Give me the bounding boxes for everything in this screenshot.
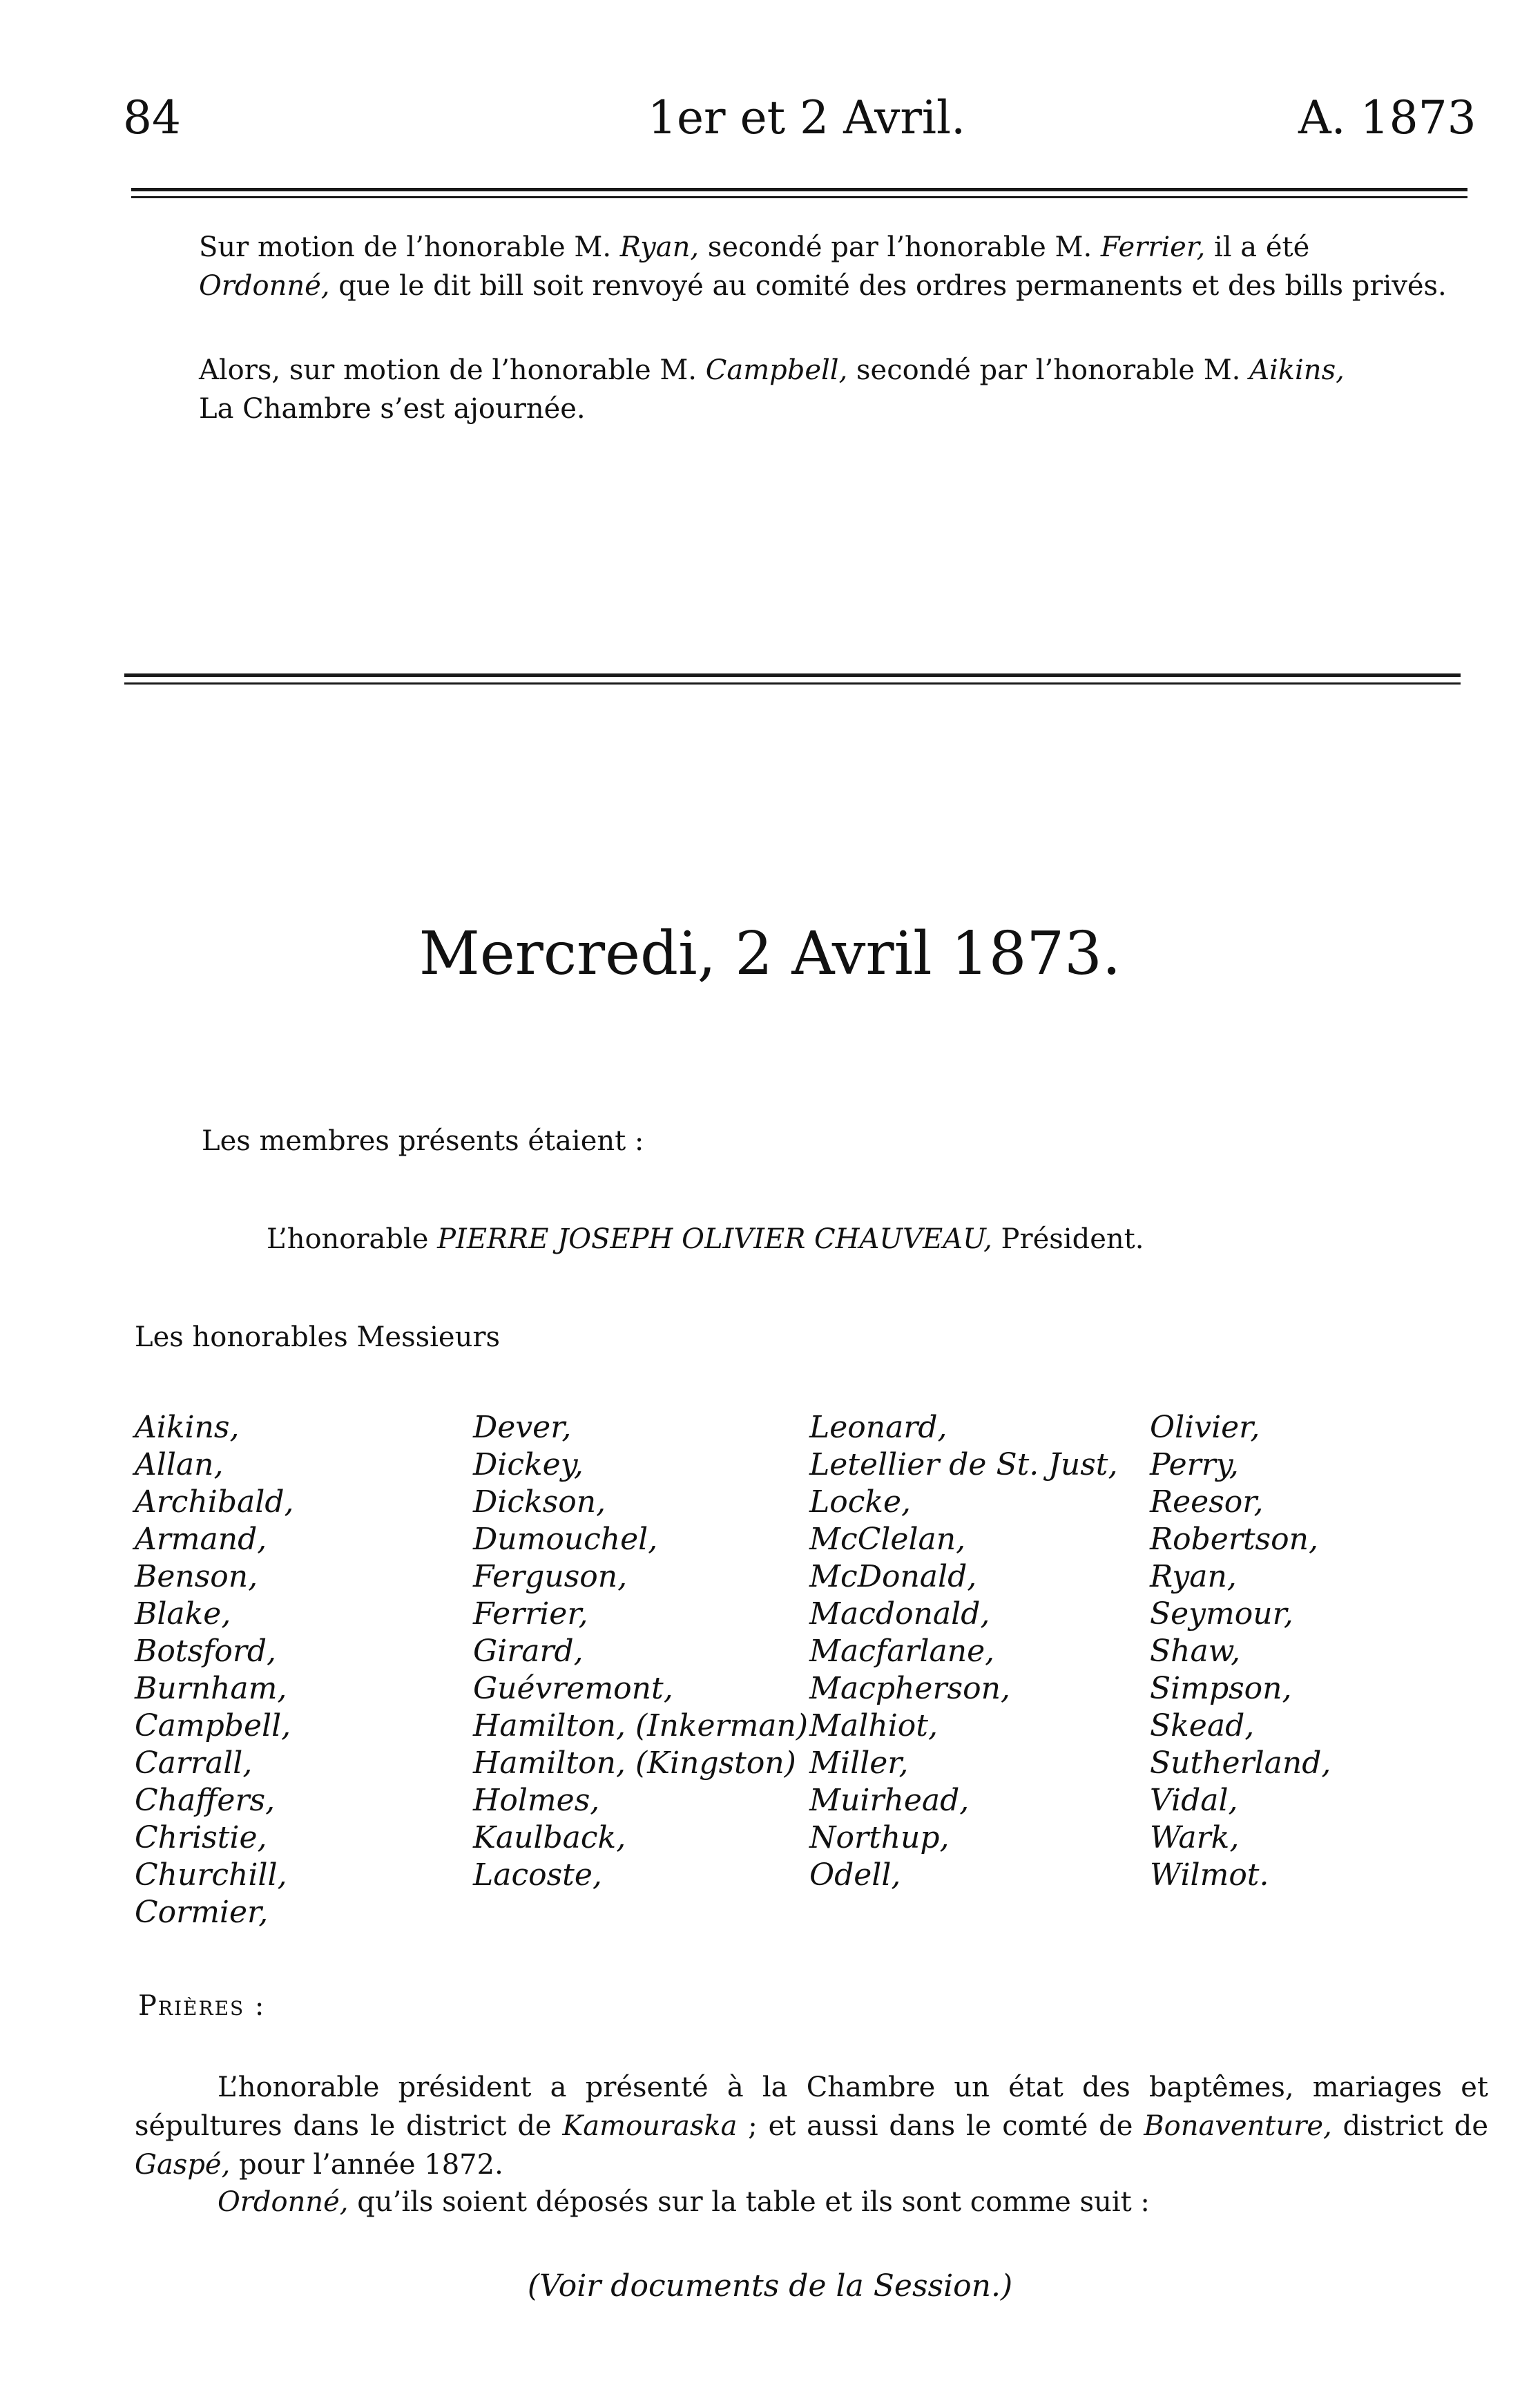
text-segment: secondé par l’honorable M. (699, 231, 1101, 263)
member-name: McClelan, (809, 1522, 966, 1557)
header-year: A. 1873 (1298, 91, 1476, 144)
member-name: Malhiot, (809, 1708, 938, 1743)
member-name: Burnham, (135, 1671, 287, 1706)
member-name: Allan, (135, 1447, 224, 1482)
member-name: Archibald, (135, 1484, 294, 1520)
member-name: Armand, (135, 1522, 267, 1557)
member-name: Skead, (1150, 1708, 1255, 1743)
member-name: Wilmot. (1150, 1857, 1269, 1893)
member-name: Blake, (135, 1596, 231, 1632)
member-name: Churchill, (135, 1857, 287, 1893)
text-segment: il a été (1205, 231, 1310, 263)
member-name: Simpson, (1150, 1671, 1292, 1706)
president-line (267, 1220, 1144, 1259)
member-name: Locke, (809, 1484, 912, 1520)
adjournment-line: La Chambre s’est ajournée. (199, 393, 586, 425)
header-rule-bottom (131, 196, 1467, 198)
member-name: Lacoste, (473, 1857, 602, 1893)
member-name: Miller, (809, 1745, 909, 1781)
member-name: Botsford, (135, 1634, 277, 1669)
member-name: Dickey, (473, 1447, 584, 1482)
member-name: Holmes, (473, 1783, 600, 1818)
motion-adjourn (199, 351, 1476, 428)
member-name: Reesor, (1150, 1484, 1264, 1520)
member-name-ferrier: Ferrier, (1100, 231, 1206, 263)
see-documents-note: (Voir documents de la Session.) (527, 2268, 1013, 2304)
member-name: Dumouchel, (473, 1522, 658, 1557)
header-rule-top (131, 188, 1467, 191)
member-name-campbell: Campbell, (705, 354, 848, 386)
member-name: Northup, (809, 1820, 950, 1855)
member-name: Seymour, (1150, 1596, 1293, 1632)
text-segment: district de (1331, 2110, 1488, 2142)
member-name: Macdonald, (809, 1596, 990, 1632)
ordonne-label: Ordonné, (218, 2186, 349, 2218)
district-kamouraska: Kamouraska (562, 2110, 738, 2142)
member-name: Macpherson, (809, 1671, 1010, 1706)
member-name: Hamilton, (Kingston) (473, 1745, 796, 1781)
text-segment: Sur motion de l’honorable M. (199, 231, 620, 263)
member-name-ryan: Ryan, (619, 231, 700, 263)
section-rule-bottom (124, 682, 1461, 685)
member-name: Letellier de St. Just, (809, 1447, 1118, 1482)
member-name: Guévremont, (473, 1671, 673, 1706)
text-segment: que le dit bill soit renvoyé au comité des ordres permanents et des bills privés. (329, 270, 1447, 302)
honourables-label: Les honorables Messieurs (135, 1321, 501, 1353)
member-name: Ferguson, (473, 1559, 628, 1594)
section-rule-top (124, 673, 1461, 677)
member-name: Dever, (473, 1410, 572, 1445)
member-name: Macfarlane, (809, 1634, 995, 1669)
member-name-aikins: Aikins, (1249, 354, 1345, 386)
member-name: Girard, (473, 1634, 584, 1669)
member-name: Perry, (1150, 1447, 1239, 1482)
member-name: Shaw, (1150, 1634, 1241, 1669)
member-name: Olivier, (1150, 1410, 1260, 1445)
member-name: Muirhead, (809, 1783, 970, 1818)
members-column-1 (135, 1409, 494, 1931)
members-column-3 (809, 1409, 1168, 1894)
text-segment: secondé par l’honorable M. (847, 354, 1250, 386)
member-name: Kaulback, (473, 1820, 626, 1855)
text-segment: Alors, sur motion de l’honorable M. (199, 354, 706, 386)
member-name: Robertson, (1150, 1522, 1318, 1557)
sitting-date-title: Mercredi, 2 Avril 1873. (418, 919, 1122, 988)
members-column-2 (473, 1409, 832, 1894)
member-name: Ferrier, (473, 1596, 588, 1632)
member-name: Vidal, (1150, 1783, 1238, 1818)
member-name: Christie, (135, 1820, 267, 1855)
member-name: Hamilton, (Inkerman) (473, 1708, 809, 1743)
member-name: Aikins, (135, 1410, 240, 1445)
member-name: Ryan, (1150, 1559, 1237, 1594)
member-name: Leonard, (809, 1410, 947, 1445)
prayers-heading: Prières : (138, 1990, 266, 2022)
county-bonaventure: Bonaventure, (1144, 2110, 1332, 2142)
members-present-label: Les membres présents étaient : (202, 1125, 644, 1157)
report-paragraph (135, 2068, 1488, 2184)
member-name: Campbell, (135, 1708, 291, 1743)
text-segment: ; et aussi dans le comté de (737, 2110, 1144, 2142)
member-name: Wark, (1150, 1820, 1240, 1855)
district-gaspe: Gaspé, (135, 2149, 231, 2181)
member-name: Dickson, (473, 1484, 606, 1520)
motion-refer-bill (199, 228, 1476, 305)
member-name: Cormier, (135, 1895, 269, 1930)
member-name: Benson, (135, 1559, 258, 1594)
member-name: Chaffers, (135, 1783, 276, 1818)
text-segment: qu’ils soient déposés sur la table et ils sont comme suit : (348, 2186, 1150, 2218)
header-date-range: 1er et 2 Avril. (648, 91, 966, 144)
member-name: Carrall, (135, 1745, 253, 1781)
ordonne-label: Ordonné, (199, 270, 330, 302)
members-column-4 (1150, 1409, 1509, 1894)
order-paragraph (218, 2183, 1150, 2221)
text-segment: L’honorable président a présenté à la Chambre un état des baptêmes, mariages et sépultures dans le district de (135, 2072, 1488, 2142)
text-segment: Président. (992, 1223, 1144, 1255)
text-segment: L’honorable (267, 1223, 438, 1255)
member-name: McDonald, (809, 1559, 977, 1594)
member-name: Sutherland, (1150, 1745, 1331, 1781)
member-name: Odell, (809, 1857, 901, 1893)
page-number: 84 (123, 91, 181, 144)
text-segment: pour l’année 1872. (230, 2149, 503, 2181)
president-name: PIERRE JOSEPH OLIVIER CHAUVEAU, (437, 1223, 992, 1255)
